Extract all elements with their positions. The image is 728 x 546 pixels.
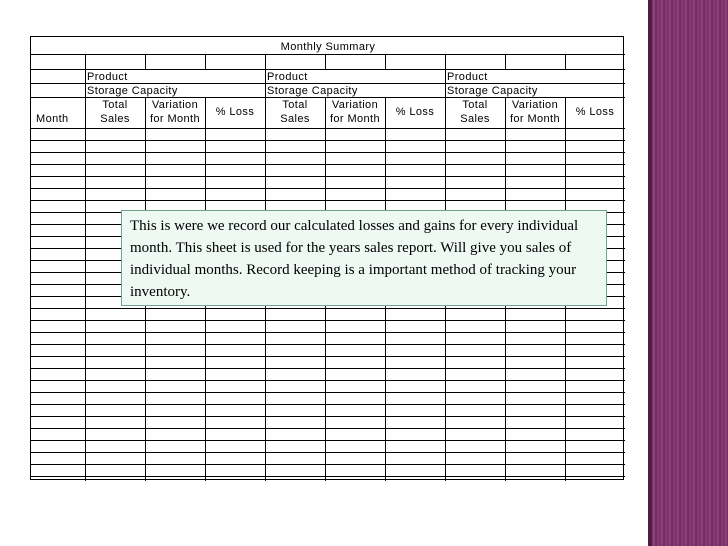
group-3-sales-label: Sales (460, 113, 490, 125)
grid-row-line (31, 320, 625, 321)
group-1-storage-label: Storage Capacity (87, 85, 178, 97)
group-1-for-month-label: for Month (149, 113, 201, 125)
group-2-variation-label: Variation (331, 99, 379, 111)
grid-row-line (31, 476, 625, 477)
grid-row-line (31, 69, 625, 70)
grid-row-line (31, 392, 625, 393)
group-2-sales-label: Sales (280, 113, 310, 125)
group-2-product-label: Product (267, 71, 308, 83)
grid-row-line (31, 176, 625, 177)
group-3-product-label: Product (447, 71, 488, 83)
grid-row-line (31, 200, 625, 201)
grid-row-line (31, 344, 625, 345)
explanation-note: This is were we record our calculated losses and gains for every individual month. This sheet is used for the years sales report. Will give you sales of individual months. Record keeping is a important method of tracking your inventory. (121, 210, 607, 306)
group-1-variation-label: Variation (151, 99, 199, 111)
grid-row-line (31, 188, 625, 189)
group-2-for-month-label: for Month (329, 113, 381, 125)
grid-column-line (205, 54, 206, 69)
grid-row-line (31, 428, 625, 429)
group-3-loss-label: % Loss (575, 106, 615, 118)
group-1-loss-label: % Loss (215, 106, 255, 118)
group-3-variation-label: Variation (511, 99, 559, 111)
grid-row-line (31, 140, 625, 141)
group-3-storage-label: Storage Capacity (447, 85, 538, 97)
grid-row-line (31, 416, 625, 417)
decorative-side-bar (648, 0, 728, 546)
grid-row-line (31, 380, 625, 381)
grid-row-line (31, 164, 625, 165)
grid-row-line (31, 464, 625, 465)
grid-column-line (145, 54, 146, 69)
grid-row-line (31, 404, 625, 405)
group-1-sales-label: Sales (100, 113, 130, 125)
grid-row-line (31, 440, 625, 441)
group-3-total-label: Total (462, 99, 488, 111)
grid-column-line (385, 54, 386, 69)
grid-row-line (31, 128, 625, 129)
grid-row-line (31, 83, 625, 84)
grid-row-line (31, 308, 625, 309)
grid-row-line (31, 97, 625, 98)
grid-row-line (31, 152, 625, 153)
grid-row-line (31, 368, 625, 369)
group-1-product-label: Product (87, 71, 128, 83)
month-column-header: Month (36, 113, 69, 125)
group-2-loss-label: % Loss (395, 106, 435, 118)
sheet-title: Monthly Summary (280, 41, 376, 53)
group-1-total-label: Total (102, 99, 128, 111)
grid-column-line (505, 54, 506, 69)
grid-row-line (31, 452, 625, 453)
grid-row-line (31, 54, 625, 55)
grid-column-line (325, 54, 326, 69)
group-2-total-label: Total (282, 99, 308, 111)
grid-column-line (565, 54, 566, 69)
group-3-for-month-label: for Month (509, 113, 561, 125)
grid-row-line (31, 356, 625, 357)
grid-row-line (31, 332, 625, 333)
group-2-storage-label: Storage Capacity (267, 85, 358, 97)
